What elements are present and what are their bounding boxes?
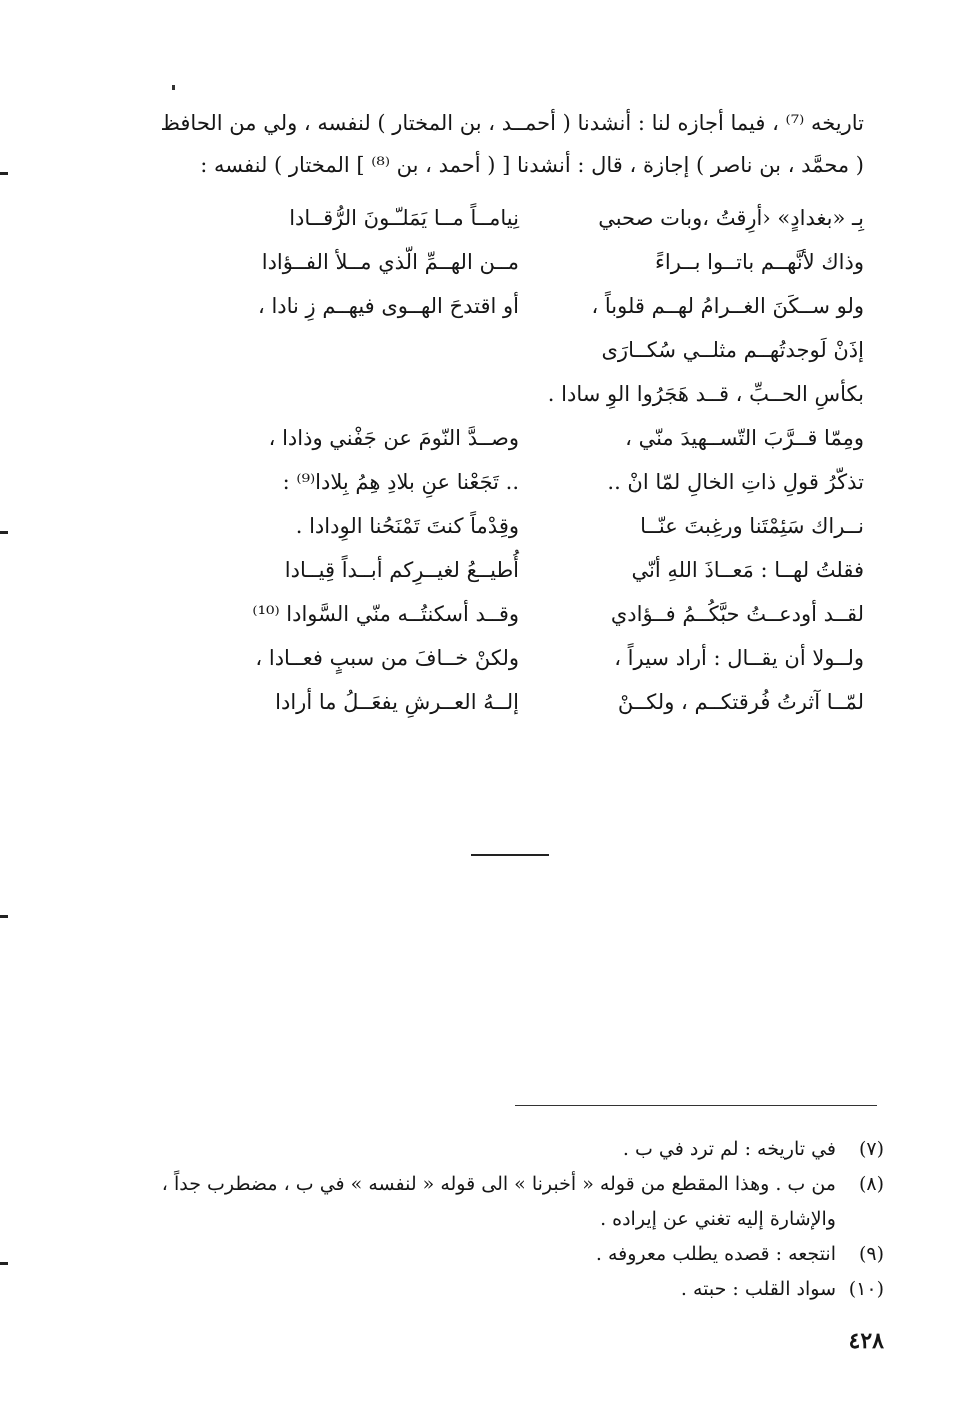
footnote-text: من ب . وهذا المقطع من قوله « أخبرنا » الى قوله « لنفسه » في ب ، مضطرب جداً ، والإشارة إليه تغني عن إيراده . xyxy=(161,1173,836,1230)
poem xyxy=(134,200,864,728)
verse-second-hemistich: أُطيــعُ لغيــرِكم أبــداً قِيــادا xyxy=(284,558,519,582)
poem-verse xyxy=(134,552,864,596)
verse-second-hemistich: أو اقتدحَ الهــوى فيهــم زِ نادا ، xyxy=(257,294,519,318)
footnote-number: (١٠) xyxy=(848,1278,884,1300)
page-number: ٤٢٨ xyxy=(848,1328,884,1354)
verse-first-hemistich: ومِمّا قــرَّبَ التّســهيدَ منّي ، xyxy=(625,426,864,450)
footnote-text: في تاريخه : لم ترد في ب . xyxy=(622,1138,836,1160)
verse-first-hemistich: ولو ســكَنَ الغــرامُ لهــم قلوباً ، xyxy=(591,294,864,318)
verse-first-hemistich: ولــولا أن يقــال : أراد سيراً ، xyxy=(614,646,864,670)
footnote xyxy=(138,1167,884,1237)
scan-margin-mark xyxy=(0,172,8,175)
verse-second-hemistich: إلــهُ العــرشِ يفعَــلُ ما أرادا xyxy=(275,690,519,714)
verse-second-hemistich: وقِدْماً كنتَ تَمْنَحُنا الوِدادا . xyxy=(295,514,519,538)
scan-margin-mark xyxy=(0,1262,8,1265)
verse-second-hemistich: وصــدَّ النّومَ عن جَفْني وذادا ، xyxy=(268,426,519,450)
verse-first-hemistich: لقــد أودعــتُ حبَّكُــمُ فــؤادي xyxy=(610,602,864,626)
intro-line-1: تاريخه ⁽⁷⁾ ، فيما أجازه لنا : أنشدنا ( أحمــد ، بن المختار ) لنفسه ، ولي من الحافظ xyxy=(160,111,864,135)
verse-second-hemistich: مــن الهــمِّ الّذي مــلأ الفــؤادا xyxy=(261,250,519,274)
poem-verse xyxy=(134,640,864,684)
scan-margin-mark xyxy=(0,915,8,918)
verse-first-hemistich: نــراك سَئِمْتَنا ورغِبتَ عنّــا xyxy=(640,514,864,538)
footnote xyxy=(138,1132,884,1167)
section-divider xyxy=(471,854,549,856)
poem-verse xyxy=(134,508,864,552)
verse-first-hemistich: فقلتُ لهــا : مَعــاذَ اللهِ أنّي xyxy=(631,558,864,582)
footnote-number: (٩) xyxy=(858,1243,884,1265)
verse-first-hemistich: وذاك لأنَّهــم باتــوا بــراءً xyxy=(655,250,864,274)
stray-mark xyxy=(172,85,175,90)
poem-verse xyxy=(134,684,864,728)
intro-paragraph xyxy=(135,102,864,186)
verse-first-hemistich: تذكّرُ قولِ ذاتِ الخالِ لمّا انْ .. xyxy=(607,470,864,494)
verse-first-hemistich: بِـ «بغدادٍ» ‹أرِقتُ ،وبات صحبي xyxy=(598,206,864,230)
footnotes xyxy=(138,1132,884,1307)
verse-second-hemistich: ولكنْ خــافَ من سببٍ فعــادا ، xyxy=(255,646,519,670)
verse-second-hemistich: بكأسِ الحــبِّ ، قــد هَجَرُوا الوِ سادا . xyxy=(547,382,864,406)
verse-second-hemistich: وقــد أسكنتُــه منّي السَّوادا ⁽¹⁰⁾ xyxy=(252,602,519,626)
poem-verse xyxy=(134,332,864,376)
verse-second-hemistich: نِيامــاً مــا يَمَلـّـونَ الرُّقــادا xyxy=(289,206,519,230)
verse-first-hemistich: إذَنْ لَوجدتُهــم مثلــي سُكــارَى xyxy=(601,338,864,362)
footnote-text: سواد القلب : حبته . xyxy=(680,1278,836,1300)
poem-verse xyxy=(134,288,864,332)
poem-verse xyxy=(134,376,864,420)
scan-margin-mark xyxy=(0,531,8,534)
verse-first-hemistich: لمّــا آثرتُ فُرقتكــم ، ولكــنْ xyxy=(617,690,864,714)
verse-second-hemistich: .. تَجَعْنا عنِ بلادِ هِمُ بِلادا⁽⁹⁾ : xyxy=(282,470,519,494)
footnote-rule xyxy=(515,1105,877,1106)
poem-verse xyxy=(134,200,864,244)
poem-verse xyxy=(134,464,864,508)
poem-verse xyxy=(134,244,864,288)
footnote xyxy=(138,1272,884,1307)
footnote-text: انتجعه : قصده يطلب معروفه . xyxy=(595,1243,836,1265)
poem-verse xyxy=(134,596,864,640)
poem-verse xyxy=(134,420,864,464)
footnote-number: (٨) xyxy=(858,1173,884,1195)
footnote xyxy=(138,1237,884,1272)
footnote-number: (٧) xyxy=(858,1138,884,1160)
intro-line-2: ( محمَّد ، بن ناصر ) إجازة ، قال : أنشدنا [ ( أحمد ، بن ⁽⁸⁾ ] المختار ) لنفسه : xyxy=(200,153,864,177)
